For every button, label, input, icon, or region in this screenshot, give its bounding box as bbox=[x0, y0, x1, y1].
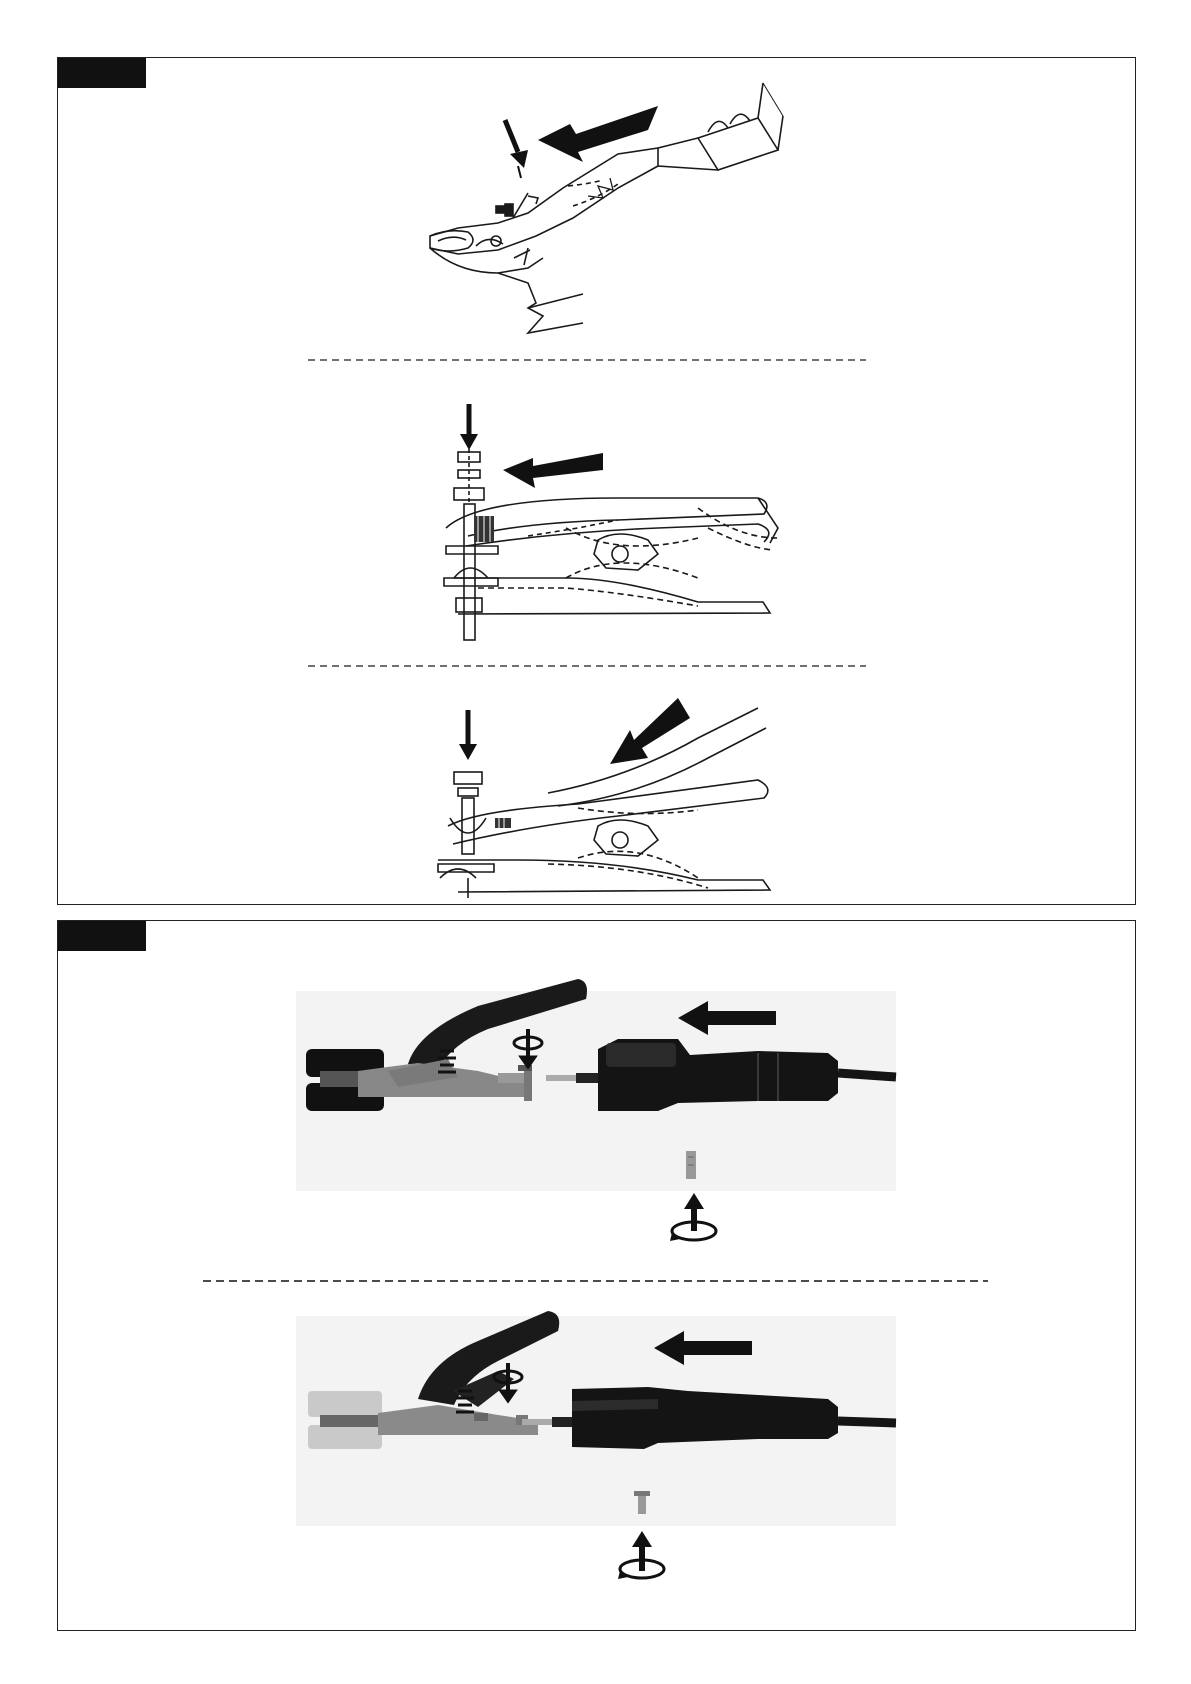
line-drawings-figure bbox=[58, 58, 1137, 906]
screw-down-arrow-icon bbox=[460, 404, 478, 450]
photo-figure bbox=[58, 921, 1137, 1632]
direction-arrow-icon bbox=[654, 1331, 752, 1365]
rotate-icon bbox=[494, 1363, 522, 1401]
connector-photo bbox=[522, 1387, 896, 1514]
screw-down-arrow-icon bbox=[505, 120, 528, 178]
direction-arrow-icon bbox=[503, 453, 603, 488]
direction-arrow-icon bbox=[610, 698, 690, 764]
rotate-icon bbox=[618, 1531, 664, 1579]
connector-photo bbox=[546, 1039, 896, 1179]
panel-line-drawings bbox=[57, 57, 1136, 905]
direction-arrow-icon bbox=[678, 1001, 776, 1035]
direction-arrow-icon bbox=[538, 106, 658, 162]
rotate-icon bbox=[670, 1193, 716, 1241]
panel-photos bbox=[57, 920, 1136, 1631]
crocodile-clamp-drawing bbox=[430, 83, 783, 333]
spring-coils bbox=[474, 516, 494, 542]
earth-clamp-drawing bbox=[444, 428, 778, 640]
screw-down-arrow-icon bbox=[459, 710, 477, 760]
rotate-icon bbox=[514, 1029, 542, 1067]
electrode-holder-photo bbox=[306, 979, 587, 1111]
cable-strands bbox=[495, 818, 511, 828]
earth-clamp-bolt-drawing bbox=[438, 708, 770, 898]
